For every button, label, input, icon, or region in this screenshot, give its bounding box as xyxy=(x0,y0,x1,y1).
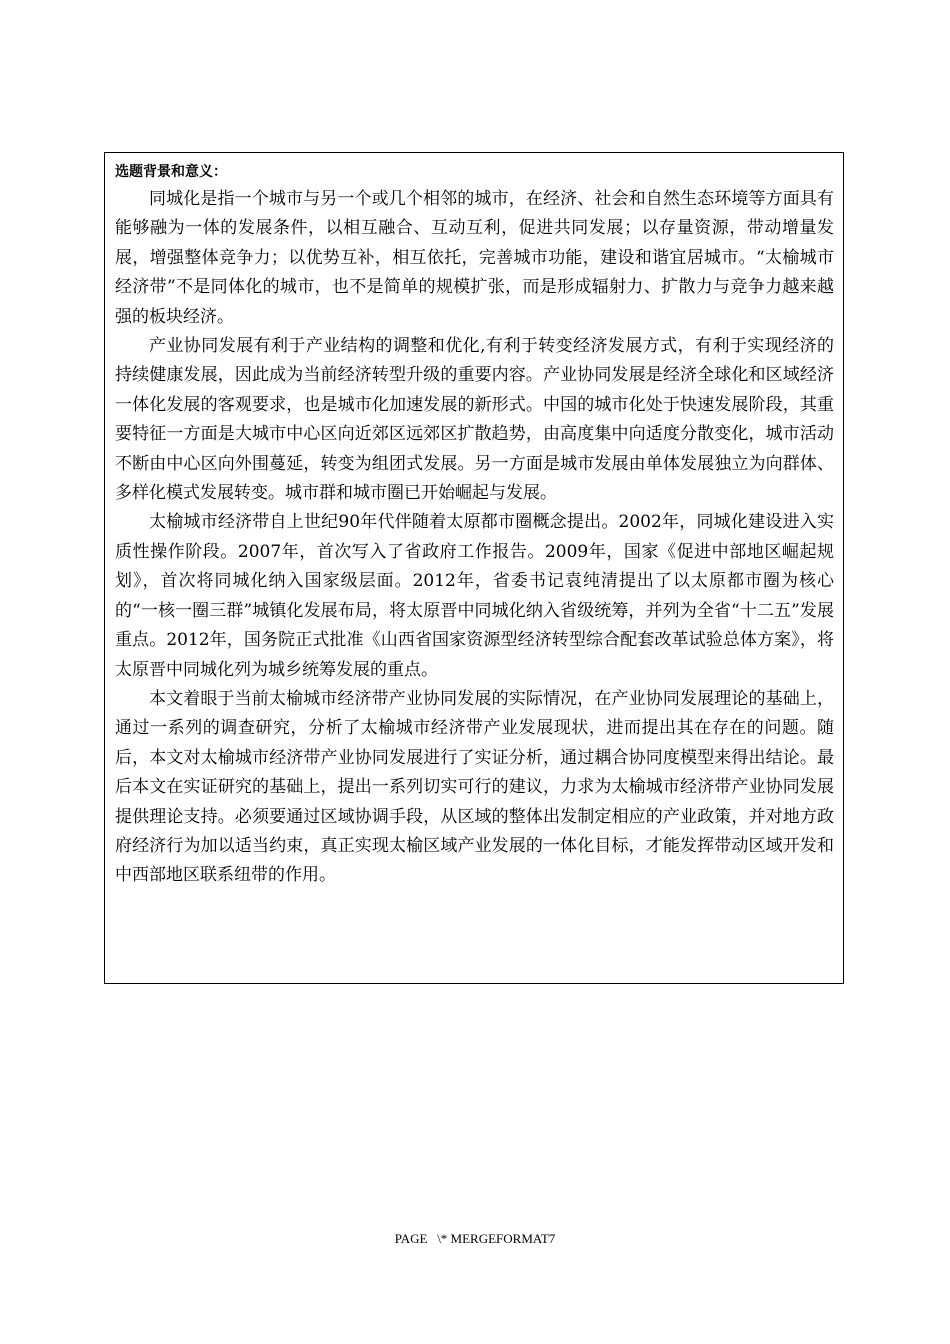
paragraph-3: 太榆城市经济带自上世纪90年代伴随着太原都市圈概念提出。2002年，同城化建设进入实质性操作阶段。2007年，首次写入了省政府工作报告。2009年，国家《促进中部地区崛起规划》，首次将同城化纳入国家级层面。2012年，省委书记袁纯清提出了以太原都市圈为核心的“一核一圈三群”城镇化发展布局，将太原晋中同城化纳入省级统筹，并列为全省“十二五”发展重点。2012年，国务院正式批准《山西省国家资源型经济转型综合配套改革试验总体方案》，将太原晋中同城化列为城乡统筹发展的重点。 xyxy=(115,512,834,680)
paragraph-2: 产业协同发展有利于产业结构的调整和优化,有利于转变经济发展方式，有利于实现经济的持续健康发展，因此成为当前经济转型升级的重要内容。产业协同发展是经济全球化和区域经济一体化发展的客观要求，也是城市化加速发展的新形式。中国的城市化处于快速发展阶段，其重要特征一方面是大城市中心区向近郊区远郊区扩散趋势，由高度集中向适度分散变化，城市活动不断由中心区向外围蔓延，转变为组团式发展。另一方面是城市发展由单体发展独立为向群体、多样化模式发展转变。城市群和城市圈已开始崛起与发展。 xyxy=(115,336,834,504)
paragraph-4: 本文着眼于当前太榆城市经济带产业协同发展的实际情况，在产业协同发展理论的基础上，通过一系列的调查研究，分析了太榆城市经济带产业发展现状，进而提出其在存在的问题。随后，本文对太榆城市经济带产业协同发展进行了实证分析，通过耦合协同度模型来得出结论。最后本文在实证研究的基础上，提出一系列切实可行的建议，力求为太榆城市经济带产业协同发展提供理论支持。必须要通过区域协调手段，从区域的整体出发制定相应的产业政策，并对地方政府经济行为加以适当约束，真正实现太榆区域产业发展的一体化目标，才能发挥带动区域开发和中西部地区联系纽带的作用。 xyxy=(115,688,834,886)
page-footer: PAGE \* MERGEFORMAT7 xyxy=(394,1231,556,1246)
section-heading: 选题背景和意义： xyxy=(115,164,227,180)
topic-background-box xyxy=(104,152,844,984)
paragraph-1: 同城化是指一个城市与另一个或几个相邻的城市，在经济、社会和自然生态环境等方面具有能够融为一体的发展条件，以相互融合、互动互利，促进共同发展；以存量资源，带动增量发展，增强整体竞争力；以优势互补，相互依托，完善城市功能，建设和谐宜居城市。“太榆城市经济带”不是同体化的城市，也不是简单的规模扩张，而是形成辐射力、扩散力与竞争力越来越强的板块经济。 xyxy=(115,189,834,327)
